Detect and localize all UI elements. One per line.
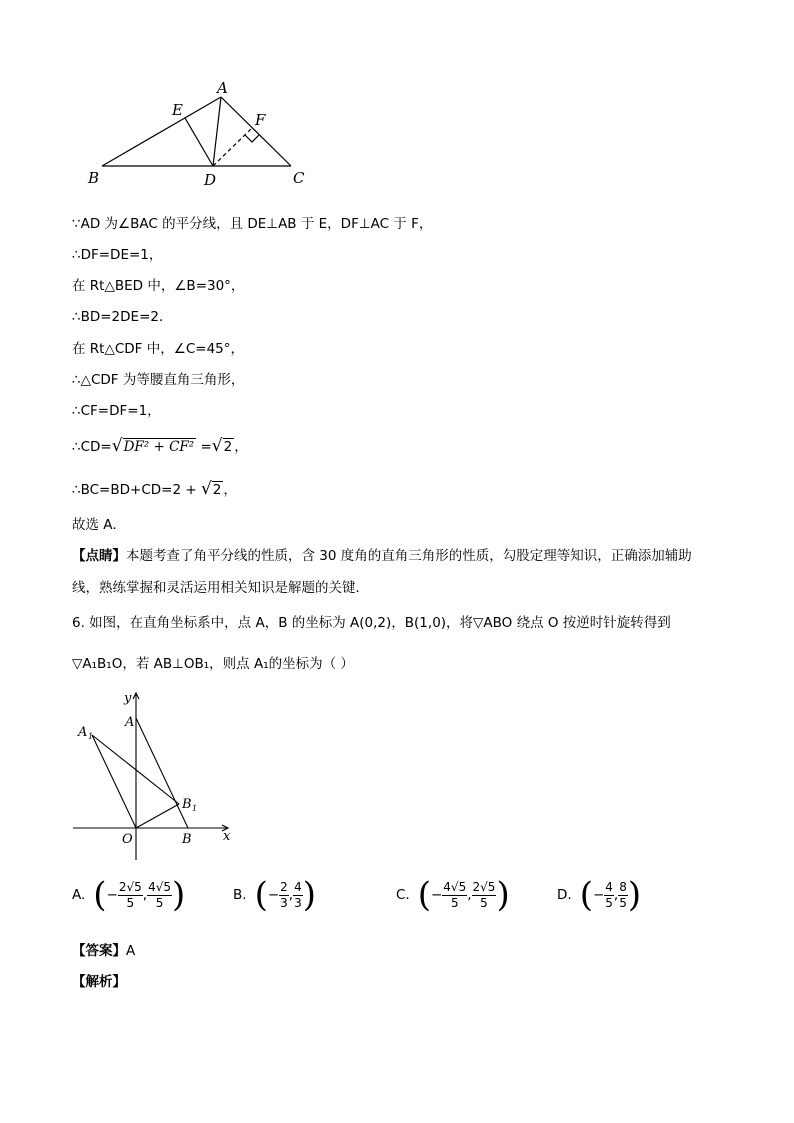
segment-ab [102, 97, 221, 166]
label-a1: A [78, 725, 88, 740]
label-b: B [88, 169, 100, 187]
comment-tag: 【点睛】 [72, 548, 126, 564]
solution-line-3: 在 Rt△BED 中，∠B=30°， [72, 278, 245, 294]
label-x: x [223, 829, 231, 844]
option-c[interactable]: C. ( − $\frac{4√5}{5}$ , $\frac{2√5}{5}$ ) [396, 875, 510, 915]
label-a: A [125, 715, 135, 730]
comment-line-2: 线，熟练掌握和灵活运用相关知识是解题的关键． [72, 580, 369, 596]
segment-ab [136, 718, 188, 828]
solution-line-4: ∴BD=2DE=2． [72, 309, 173, 325]
sqrt-result: 2 [223, 439, 233, 455]
coordinate-figure [70, 688, 240, 863]
right-angle-mark [245, 135, 259, 142]
label-b1-sub: 1 [192, 804, 198, 813]
solution-line-1: ∵AD 为∠BAC 的平分线，且 DE⊥AB 于 E，DF⊥AC 于 F， [72, 216, 433, 232]
segment-de [185, 118, 213, 166]
equals-sign: = [200, 439, 212, 455]
segment-ad [213, 97, 221, 166]
label-f: F [255, 111, 266, 129]
label-y: y [124, 691, 132, 706]
solution-line-7: ∴CF=DF=1， [72, 403, 161, 419]
question-6-line-1: 6. 如图，在直角坐标系中，点 A，B 的坐标为 A(0,2)，B(1,0)，将▽ABO 绕点 O 按逆时针旋转得到 [72, 615, 671, 631]
label-a1-sub: 1 [88, 732, 94, 741]
comment-line-1: 【点睛】本题考查了角平分线的性质，含 30 度角的直角三角形的性质，勾股定理等知识，正确添加辅助 [72, 548, 692, 564]
answer-line [72, 942, 135, 960]
label-d: D [204, 171, 217, 189]
answer-value: A [126, 943, 136, 959]
solution-line-5: 在 Rt△CDF 中，∠C=45°， [72, 341, 244, 357]
cd-prefix: ∴CD= [72, 439, 112, 455]
analysis-tag: 【解析】 [72, 974, 126, 990]
segment-ob1 [136, 804, 179, 828]
bc-expr-a: 2 + [172, 482, 201, 498]
segment-a1o [92, 735, 136, 828]
solution-line-8: ∴CD=√DF² + CF² =√2 ， [72, 436, 248, 456]
answer-tag: 【答案】 [72, 943, 126, 959]
label-a: A [217, 79, 228, 97]
label-c: C [293, 169, 305, 187]
option-d[interactable]: D. ( − $\frac{4}{5}$ , $\frac{8}{5}$ ) [557, 875, 642, 915]
option-a[interactable]: A. ( − $\frac{2√5}{5}$ , $\frac{4√5}{5}$ ) [72, 875, 186, 915]
label-o: O [122, 832, 133, 847]
solution-line-6: ∴△CDF 为等腰直角三角形， [72, 372, 245, 388]
sqrt-expression: DF² + CF² [123, 439, 195, 455]
triangle-figure [80, 75, 330, 195]
solution-line-2: ∴DF=DE=1， [72, 247, 163, 263]
bc-expr-sqrt: 2 [212, 482, 222, 498]
segment-df-dashed [213, 128, 252, 166]
label-e: E [172, 101, 183, 119]
solution-line-10: 故选 A． [72, 517, 127, 533]
option-b[interactable]: B. ( − $\frac{2}{3}$ , $\frac{4}{3}$ ) [233, 875, 316, 915]
solution-line-9: ∴BC=BD+CD=2 + √2 ， [72, 479, 237, 499]
sqrt-sign: √ [111, 436, 123, 456]
question-6-line-2: ▽A₁B₁O，若 AB⊥OB₁，则点 A₁的坐标为（ ） [72, 656, 354, 672]
label-b1: B [182, 797, 192, 812]
analysis-line [72, 973, 126, 991]
label-b: B [182, 832, 192, 847]
segment-ac [221, 97, 291, 166]
bc-prefix: ∴BC=BD+CD= [72, 482, 173, 498]
